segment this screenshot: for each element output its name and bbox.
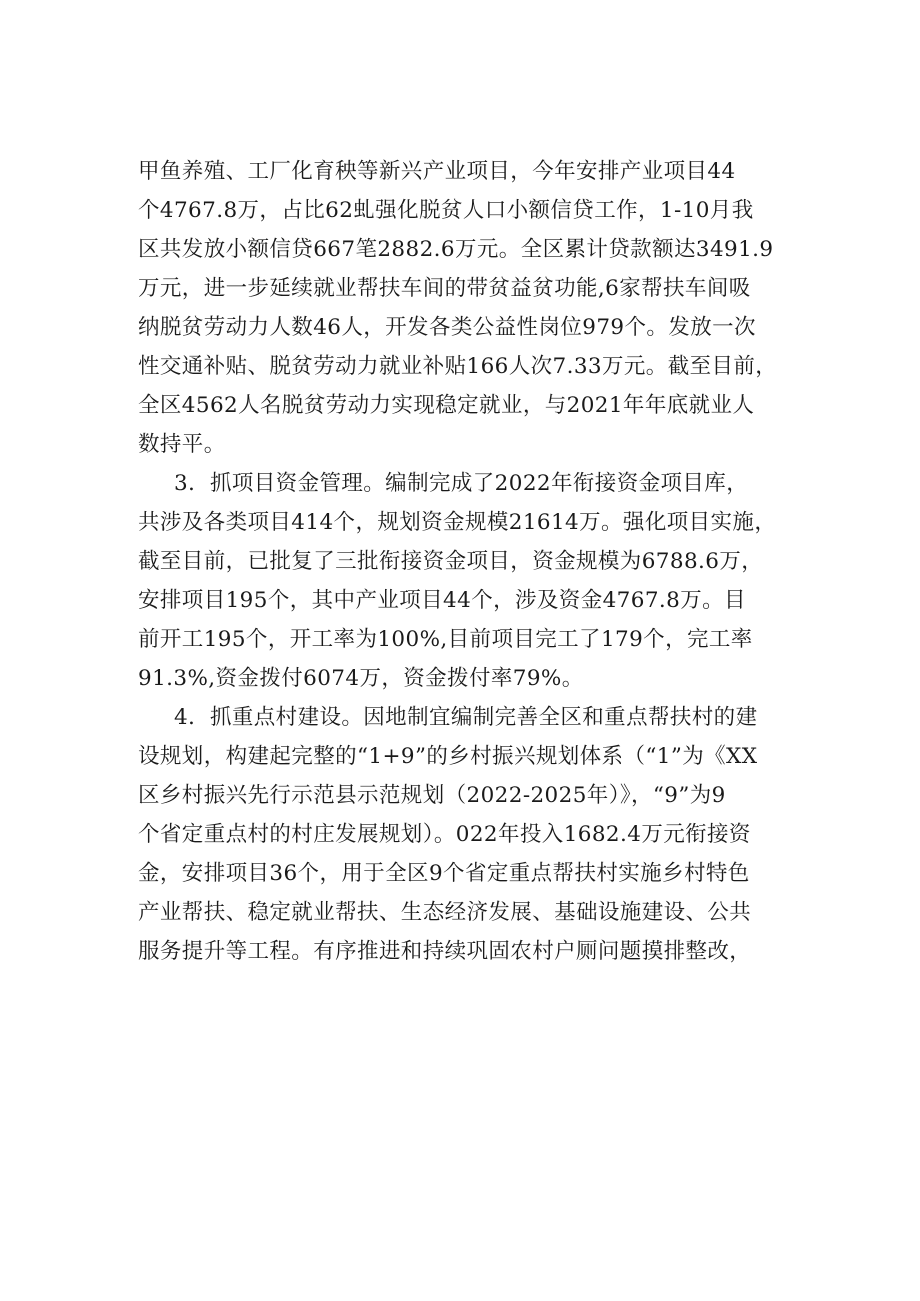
text-line: 纳脱贫劳动力人数46人，开发各类公益性岗位979个。发放一次 xyxy=(138,315,756,340)
text-line: 甲鱼养殖、工厂化育秧等新兴产业项目，今年安排产业项目44 xyxy=(138,159,736,184)
text-line: 4．抓重点村建设。因地制宜编制完善全区和重点帮扶村的建 xyxy=(174,705,758,730)
text-line: 区乡村振兴先行示范县示范规划（2022-2025年）》，“9”为9 xyxy=(138,783,726,808)
text-line: 个4767.8万，占比62虬强化脱贫人口小额信贷工作，1-10月我 xyxy=(138,198,754,223)
text-line: 数持平。 xyxy=(138,432,226,457)
text-line: 性交通补贴、脱贫劳动力就业补贴166人次7.33万元。截至目前， xyxy=(138,354,778,379)
document-body xyxy=(138,152,798,971)
text-line: 万元，进一步延续就业帮扶车间的带贫益贫功能,6家帮扶车间吸 xyxy=(138,276,751,301)
text-line: 3．抓项目资金管理。编制完成了2022年衔接资金项目库， xyxy=(174,471,749,496)
text-line: 产业帮扶、稳定就业帮扶、生态经济发展、基础设施建设、公共 xyxy=(138,900,752,925)
text-line: 全区4562人名脱贫劳动力实现稳定就业，与2021年年底就业人 xyxy=(138,393,755,418)
text-line: 设规划，构建起完整的“1+9”的乡村振兴规划体系（“1”为《XX xyxy=(138,744,758,769)
text-line: 91.3%,资金拨付6074万，资金拨付率79%。 xyxy=(138,666,584,691)
text-line: 截至目前，已批复了三批衔接资金项目，资金规模为6788.6万， xyxy=(138,549,764,574)
text-line: 服务提升等工程。有序推进和持续巩固农村户厕问题摸排整改， xyxy=(138,939,752,964)
paragraph-key-villages xyxy=(138,698,798,971)
paragraph-project-funds xyxy=(138,464,798,698)
text-line: 金，安排项目36个，用于全区9个省定重点帮扶村实施乡村特色 xyxy=(138,861,750,886)
text-line: 区共发放小额信贷667笔2882.6万元。全区累计贷款额达3491.9 xyxy=(138,237,774,262)
text-line: 安排项目195个，其中产业项目44个，涉及资金4767.8万。目 xyxy=(138,588,746,613)
text-line: 个省定重点村的村庄发展规划）。022年投入1682.4万元衔接资 xyxy=(138,822,751,847)
paragraph-employment-support xyxy=(138,152,798,464)
text-line: 共涉及各类项目414个，规划资金规模21614万。强化项目实施， xyxy=(138,510,777,535)
text-line: 前开工195个，开工率为100%,目前项目完工了179个，完工率 xyxy=(138,627,753,652)
